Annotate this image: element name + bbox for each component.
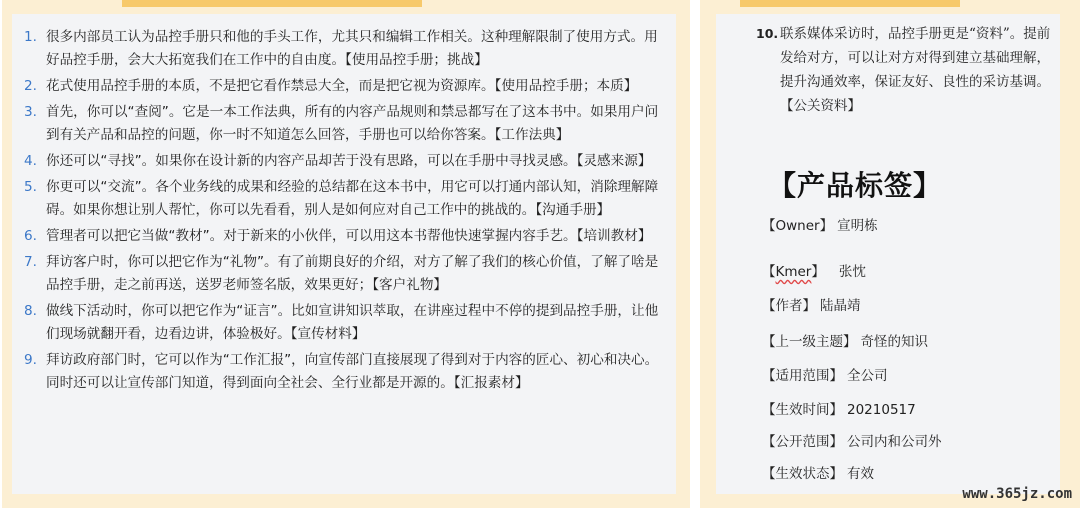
meta-kmer [762,260,866,280]
list-item [24,225,660,248]
meta-key: 【生效状态】 [762,466,843,482]
list-item [24,101,660,147]
list-item [24,150,660,173]
meta-status [762,462,874,482]
usage-list [24,26,660,395]
list-item [756,22,1052,118]
item-number: 9. [24,352,37,368]
left-panel [12,14,676,494]
meta-value: 张忱 [838,264,866,280]
meta-key: 【Owner】 [762,218,834,234]
item-text: 拜访客户时，你可以把它作为“礼物”。有了前期良好的介绍，对方了解了我们的核心价值，了解了啥是品控手册，走之前再送，送罗老师签名版，效果更好；【客户礼物】 [46,254,659,293]
meta-value: 20210517 [847,402,916,418]
meta-key: 【上一级主题】 [762,334,857,350]
item-text: 很多内部员工认为品控手册只和他的手头工作，尤其只和编辑工作相关。这种理解限制了使用方式。用好品控手册，会大大拓宽我们在工作中的自由度。【使用品控手册；挑战】 [46,29,658,68]
item-text: 你更可以“交流”。各个业务线的成果和经验的总结都在这本书中，用它可以打通内部认知，消除理解障碍。如果你想让别人帮忙，你可以先看看，别人是如何应对自己工作中的挑战的。【沟通手册】 [46,179,659,218]
item-text: 首先，你可以“查阅”。它是一本工作法典，所有的内容产品规则和禁忌都写在了这本书中。如果用户问到有关产品和品控的问题，你一时不知道怎么回答，手册也可以给你答案。【工作法典】 [46,104,659,143]
meta-value: 陆晶靖 [820,298,861,314]
item-text: 联系媒体采访时，品控手册更是“资料”。提前发给对方，可以让对方对得到建立基础理解，提升沟通效率，保证友好、良性的采访基调。【公关资料】 [780,26,1051,114]
meta-key-prefix: 【 [762,264,776,280]
item-text: 你还可以“寻找”。如果你在设计新的内容产品却苦于没有思路，可以在手册中寻找灵感。【灵感来源】 [46,153,652,169]
item-number: 8. [24,303,37,319]
item-number: 5. [24,179,37,195]
meta-key: 【生效时间】 [762,402,843,418]
meta-key: 【适用范围】 [762,368,843,384]
meta-value: 全公司 [847,368,888,384]
media-item [756,22,1052,118]
list-item [24,251,660,297]
list-item [24,26,660,72]
meta-author [762,294,861,314]
meta-value: 有效 [847,466,874,482]
list-item [24,349,660,395]
meta-key-core: Kmer [775,264,812,280]
meta-key: 【作者】 [762,298,816,314]
meta-visibility [762,430,942,450]
item-number: 10. [756,26,779,41]
item-text: 做线下活动时，你可以把它作为“证言”。比如宣讲知识萃取，在讲座过程中不停的提到品控手册，让他们现场就翻开看，边看边讲，体验极好。【宣传材料】 [46,303,659,342]
meta-key: 【公开范围】 [762,434,843,450]
item-text: 管理者可以把它当做“教材”。对于新来的小伙伴，可以用这本书帮他快速掌握内容手艺。【培训教材】 [46,228,652,244]
meta-value: 奇怪的知识 [860,334,928,350]
list-item [24,75,660,98]
meta-owner [762,214,878,234]
meta-effective-date [762,398,916,418]
watermark: www.365jz.com [962,486,1072,502]
item-number: 2. [24,78,37,94]
meta-scope [762,364,888,384]
right-panel [716,14,1060,494]
item-number: 1. [24,29,37,45]
item-number: 6. [24,228,37,244]
list-item [24,176,660,222]
item-number: 4. [24,153,37,169]
item-text: 花式使用品控手册的本质，不是把它看作禁忌大全，而是把它视为资源库。【使用品控手册；本质】 [46,78,638,94]
section-title: 【产品标签】 [768,169,943,202]
meta-key-suffix: 】 [811,264,825,280]
item-text: 拜访政府部门时，它可以作为“工作汇报”，向宣传部门直接展现了得到对于内容的匠心、初心和决心。同时还可以让宣传部门知道，得到面向全社会、全行业都是开源的。【汇报素材】 [46,352,659,391]
list-item [24,300,660,346]
item-number: 3. [24,104,37,120]
meta-value: 公司内和公司外 [847,434,942,450]
item-number: 7. [24,254,37,270]
meta-value: 宣明栋 [837,218,878,234]
meta-parent-topic [762,330,928,350]
